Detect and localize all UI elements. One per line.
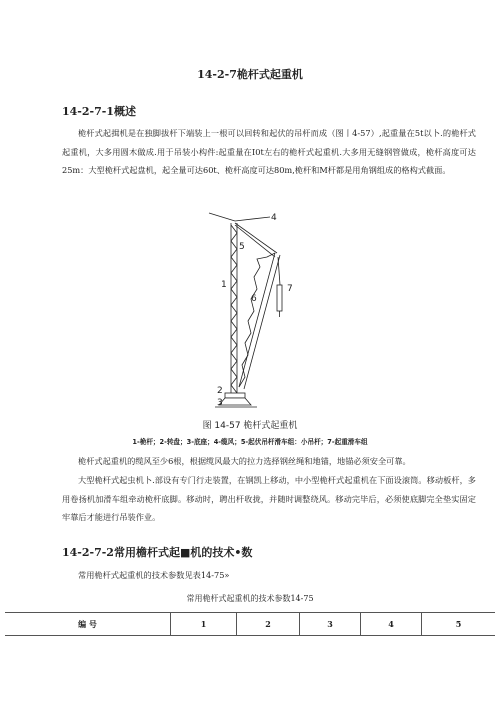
table-caption: 常用桅杆式起重机的技术参数14-75 bbox=[186, 594, 314, 603]
paragraph-overview: 桅杆式起揖机是在独脚拔杆下端装上一根可以回转和起伏的吊杆而成（图丨4-57）,起重量在5t以卜.的桅杆式起重机，大多用圆木做成.用于吊装小构件:起重量在I0t左右的桅杆式起重机.大多用无缝钢管做成，桅杆高度可达25m：大型桅杆式起盘机，起全量可达60t、桅杆高度可达80m,桅杆和M杆都是用角钢组成的格构式截面。 bbox=[62, 128, 476, 175]
paragraph-moving: 大型桅杆式起虫机卜.部设有专门行走装置，在钢凯上移动，中小型桅杆式起重机在下面设滚筒。移动板杆，多用卷扬机加滑车组牵动桅杆底脚。移动时，聘出杆收拢，并随时调整绕风。移动完毕后，必须使底脚完全垫实固定牢靠后才能进行吊装作业。 bbox=[62, 475, 476, 522]
parameters-table bbox=[5, 612, 495, 636]
figure-label-4: 4 bbox=[271, 213, 277, 223]
figure-legend: 1-桅杆；2-转盘；3-底座；4-缆风；5-起伏吊杆滑车组：小吊杆；7-起重滑车组 bbox=[132, 438, 368, 446]
section-heading-overview: 14-2-7-1概述 bbox=[62, 105, 136, 118]
mast-crane-figure bbox=[195, 205, 315, 415]
table-header-cell: 编 号 bbox=[5, 613, 171, 635]
figure-label-5: 5 bbox=[239, 242, 245, 252]
table-header-cell: 2 bbox=[237, 613, 300, 635]
paragraph-guy-ropes: 桅杆式起重机的缆风至少6根，根据缆风最大的拉力选择钢丝绳和地锚，地锚必须安全可靠。 bbox=[78, 456, 411, 466]
figure-label-2: 2 bbox=[217, 386, 223, 396]
table-header-cell: 5 bbox=[455, 619, 462, 629]
paragraph-parameters: 常用桅杆式起重机的技术参数见表14-75» bbox=[78, 570, 230, 580]
figure-label-7: 7 bbox=[287, 284, 293, 294]
figure-label-1: 1 bbox=[221, 280, 227, 290]
table-header-cell: 4 bbox=[361, 613, 422, 635]
figure-label-3: 3 bbox=[217, 398, 223, 408]
table-header-cell: 1 bbox=[171, 613, 237, 635]
section-heading-parameters: 14-2-7-2常用檐杆式起■机的技术•数 bbox=[62, 546, 253, 559]
figure-label-6: 6 bbox=[251, 294, 257, 304]
page-title: 14-2-7桅杆式起重机 bbox=[197, 68, 303, 81]
table-header-cell: 3 bbox=[300, 613, 361, 635]
figure-caption: 图 14-57 桅杆式起重机 bbox=[202, 421, 298, 431]
